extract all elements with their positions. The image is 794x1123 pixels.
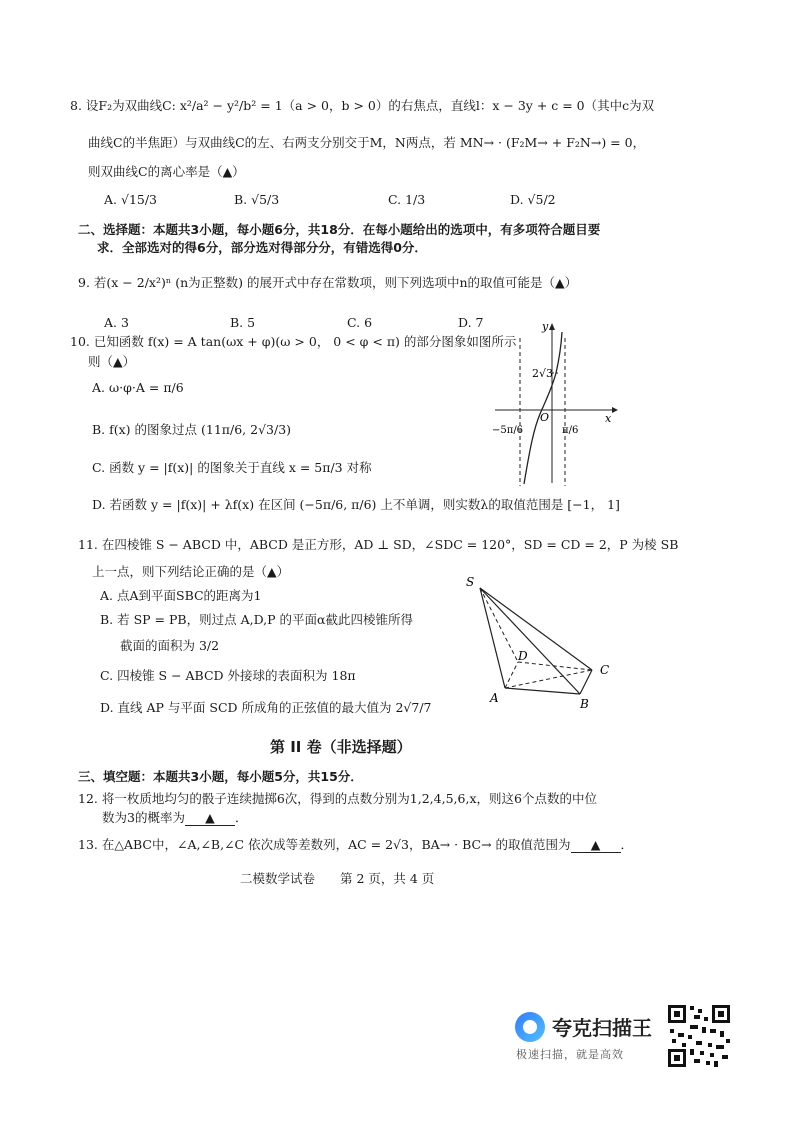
q8-option-b: B. √5/3 [234, 192, 280, 207]
qr-code-icon [666, 1003, 732, 1069]
y-axis-arrow-icon [549, 323, 555, 330]
q12-stem-line1: 12. 将一枚质地均匀的骰子连续抛掷6次，得到的点数分别为1,2,4,5,6,x，则这6个点数的中位 [78, 791, 597, 806]
vertex-b-label: B [580, 697, 589, 711]
q12-answer-blank: ▲ [185, 810, 235, 826]
section2-heading-line1: 二、选择题：本题共3小题，每小题6分，共18分．在每小题给出的选项中，有多项符合题目要 [78, 222, 601, 237]
q10-option-a: A. ω·φ·A = π/6 [92, 380, 184, 395]
section2-heading-line2: 求．全部选对的得6分，部分选对得部分分，有错选得0分． [97, 240, 427, 255]
q11-stem-line2: 上一点，则下列结论正确的是（▲） [92, 564, 290, 579]
edge-dc [518, 662, 592, 670]
q8-stem-line2: 曲线C的半焦距）与双曲线C的左、右两支分别交于M，N两点，若 MN→ · (F₂M→ + F₂N→) = 0， [88, 135, 646, 150]
origin-label: O [540, 411, 550, 424]
q11-option-b-line1: B. 若 SP = PB，则过点 A,D,P 的平面α截此四棱锥所得 [100, 612, 413, 627]
q10-option-d: D. 若函数 y = |f(x)| + λf(x) 在区间 (−5π/6, π/6) 上不单调，则实数λ的取值范围是 [−1， 1] [92, 497, 620, 512]
q10-stem-line2: 则（▲） [88, 354, 136, 369]
q12-stem-line2: 数为3的概率为 ▲ ． [102, 810, 248, 825]
vertex-s-label: S [466, 575, 475, 589]
scanner-slogan: 极速扫描，就是高效 [516, 1048, 624, 1061]
q11-option-a: A. 点A到平面SBC的距离为1 [100, 588, 262, 603]
q11-option-d: D. 直线 AP 与平面 SCD 所成角的正弦值的最大值为 2√7/7 [100, 700, 432, 715]
q8-option-d: D. √5/2 [510, 192, 556, 207]
edge-sb [480, 588, 580, 694]
diagonal-ac [505, 670, 592, 688]
x-axis-arrow-icon [612, 407, 618, 413]
tangent-curve [524, 332, 562, 484]
q8-stem-line1: 8. 设F₂为双曲线C: x²/a² − y²/b² = 1（a > 0，b > 0）的右焦点，直线l：x − 3y + c = 0（其中c为双 [70, 98, 655, 113]
q10-stem-line1: 10. 已知函数 f(x) = A tan(ωx + φ)(ω > 0， 0 < φ < π) 的部分图象如图所示 [70, 334, 517, 349]
y-axis-label: y [542, 320, 549, 333]
edge-sc [480, 588, 592, 670]
x-axis-label: x [605, 412, 612, 425]
q12-stem-text: 数为3的概率为 [102, 810, 185, 825]
section3-heading: 三、填空题：本题共3小题，每小题5分，共15分． [78, 769, 363, 784]
edge-ab [505, 688, 580, 694]
q13-stem: 13. 在△ABC中，∠A,∠B,∠C 依次成等差数列，AC = 2√3，BA→ · BC→ 的取值范围为 ▲ ． [78, 837, 634, 852]
q13-stem-text: 13. 在△ABC中，∠A,∠B,∠C 依次成等差数列，AC = 2√3，BA→ · BC→ 的取值范围为 [78, 837, 571, 852]
scanner-logo-icon [515, 1012, 545, 1042]
q11-pyramid-figure [460, 570, 620, 715]
q9-option-b: B. 5 [230, 315, 256, 330]
vertex-d-label: D [518, 649, 528, 663]
q11-option-b-line2: 截面的面积为 3/2 [120, 638, 220, 653]
q10-option-b: B. f(x) 的图象过点 (11π/6, 2√3/3) [92, 422, 292, 437]
q9-option-a: A. 3 [104, 315, 129, 330]
value-label: 2√3 [532, 367, 554, 380]
q8-option-c: C. 1/3 [388, 192, 426, 207]
left-tick-label: −5π/6 [492, 425, 524, 436]
q8-option-a: A. √15/3 [104, 192, 158, 207]
q11-stem-line1: 11. 在四棱锥 S − ABCD 中，ABCD 是正方形，AD ⊥ SD，∠SDC = 120°，SD = CD = 2，P 为棱 SB [78, 537, 679, 552]
vertex-a-label: A [490, 691, 499, 705]
q10-option-c: C. 函数 y = |f(x)| 的图象关于直线 x = 5π/3 对称 [92, 460, 372, 475]
q13-answer-blank: ▲ [571, 837, 621, 853]
edge-ad [505, 662, 518, 688]
edge-sd [480, 588, 518, 662]
part2-title: 第 II 卷（非选择题） [270, 738, 412, 756]
edge-bc [580, 670, 592, 694]
q8-stem-line3: 则双曲线C的离心率是（▲） [88, 164, 245, 179]
q11-option-c: C. 四棱锥 S − ABCD 外接球的表面积为 18π [100, 668, 356, 683]
vertex-c-label: C [600, 663, 610, 677]
q9-option-c: C. 6 [347, 315, 373, 330]
scanner-brand: 夸克扫描王 [552, 1016, 652, 1040]
q9-option-d: D. 7 [458, 315, 484, 330]
page-footer: 二模数学试卷 第 2 页，共 4 页 [240, 871, 435, 886]
q9-stem: 9. 若(x − 2/x²)ⁿ (n为正整数) 的展开式中存在常数项，则下列选项中n的取值可能是（▲） [78, 275, 578, 290]
q10-tangent-graph [490, 318, 620, 488]
right-tick-label: π/6 [562, 425, 579, 436]
